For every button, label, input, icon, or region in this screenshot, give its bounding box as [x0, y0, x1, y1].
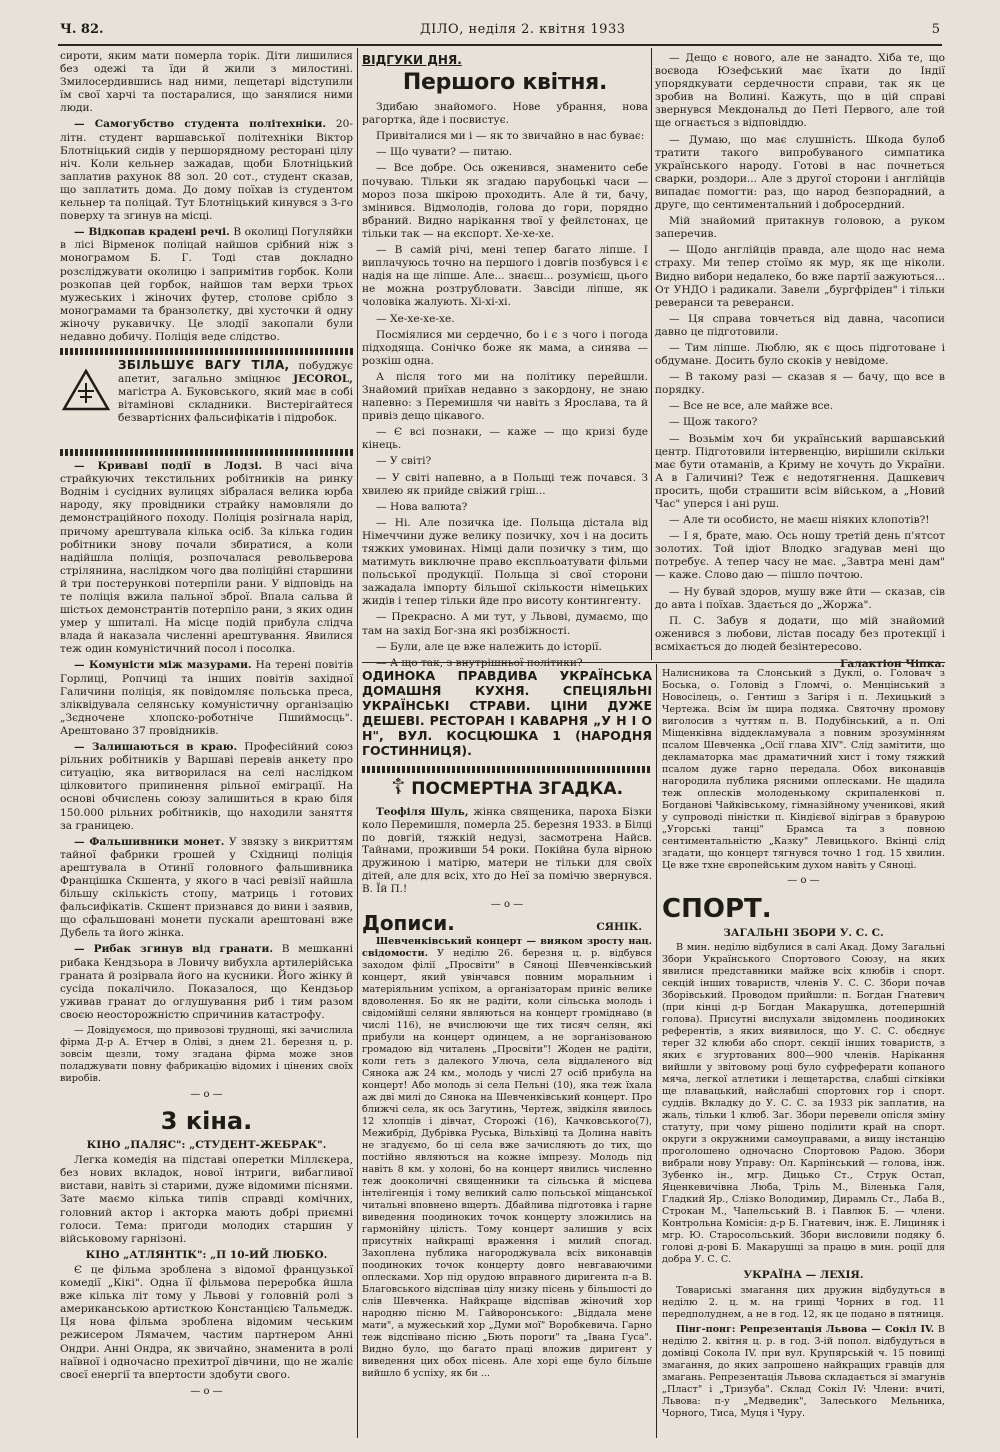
feuilleton-paragraph: — Ця справа товчеться від давна, часописи давно це підготовили.	[655, 312, 945, 338]
divider	[60, 348, 353, 355]
feuilleton-paragraph: — Тим ліпше. Люблю, як є щось підготоване і обдумане. Досить було скоків у невідоме.	[655, 341, 945, 368]
article-suicide	[60, 118, 353, 223]
feuilleton-paragraph: Мій знайомий притакнув головою, а руком заперечив.	[655, 215, 945, 241]
article-lodz-body: В часі віча страйкуючих текстильних робітників на ринку Воднім і сусідних вулицях зібралася велика юрба народу, яку провідники страйку намовляли до демонстраційного походу. Поліція розігнала нарід, причому арештувала кілька осіб. За кілька годин робітники знову почали збиратися, а коли надійшла поліція, розпочалася револьверова стрілянина, наслідком чого два поліційні старшини й три постерунковi потерпіли рани. У відповідь на те поліція вжила пальної зброї. Впала сальва й шістьох демонстрантів потерпіло рани, з яких один умер у шпиталі. На місце подій прибула слідча влада й наказала численні арештування. Явилися теж один комуністичний посол і посолка.	[60, 460, 353, 656]
cinema-atlantic-title: КІНО „АТЛЯНТІК": „П 10-ИЙ ЛЮБКО.	[85, 1248, 328, 1261]
column-rule	[651, 48, 652, 660]
feuilleton-paragraph: А після того ми на політику перейшли. Знайомий приїхав недавно з закордону, не знаю напевно: з Перемишля чи навіть з Ярослава, та й привіз дещо цікавого.	[362, 370, 648, 423]
feuilleton-paragraph: — В такому разі — сказав я — бачу, що все в порядку.	[655, 371, 945, 397]
feuilleton-paragraph: — Були, але це вже належить до історії.	[376, 640, 602, 653]
triangle-logo-icon	[62, 369, 110, 411]
feuilleton-paragraph: — У світі?	[376, 455, 432, 468]
concert-report-body: У неділю 26. березня ц. р. відбувся заходом філії „Просвіти" в Сяноці Шевченківський концерт, який увінчався повним моральним і матеріяльним успіхом, а організаторам приніс велике вдоволення. Бо як не радіти, коли сільська молодь і свідомійші селяни являються на концерт громіднаво (в числі 116), не вчислюючи ще тих тисяч селян, які прибули на концерт одинцем, а не зорганізованою громадою від читалень „Просвіти"! Жоден не радіти, коли геть з далекого Улюча, села віддаленого від Сянока аж 24 км., молодь у числі 27 осіб прибула на концерт! Або молодь зі села Пельні (10), яка теж їхала аж дві милі до Сянока на Шевченківський концерт. Про ближчі села, як ось Загутинь, Чертеж, звідкіля явилось 12 хлопців і дівчат, Сторожі (16), Качковського(7), Межибрід, Дубрівка Руська, Вільхівці та Долина навіть не згадуємо, бо ці села вже зачисляють до тих, що постійно являються на кожне імпрезу. Молодь під навіть 8 км. у холоні, бо на концерт явились численно теж доокoличні священники та сільська й місцева інтелігенція і тому великий салю польської міщанської читальні вповнено вщерть. Дбайлива підготовка і гарне виведення поодиноких точок концерту зложились на гармонійну цілість. Тому концерт залишив у всіх присутніх найкращі враження і милий спогад. Захоплена публика нагороджувала всіх виконавців поодиноких точок концерту довго невгаваючими оплесками. Хор під орудою вправного диригента п-а В. Благовського відспівав цілу низку пісень у більшості до слів Шевченка. Найкраще відспівав жіночий хор народню пісню М. Гайворонського: „Віддала мене мати", а мужеський хор „Думи мої" Воробкевича. Гарно теж відспівано пісню „Бють пороги" та „Івана Гуса". Видно було, що багато праці вложив диригент у виведення цих обох пісень. Але хорі еще було більше вийшло б успіху, як би ...	[362, 948, 652, 1380]
sport-pingpong-head: Пінг-понг: Репрезентація Львова — Сокіл IV.	[676, 1323, 935, 1335]
article-workers-body: Професійний союз рільних робітників у Варшаві перевів анкету про ситуацію, яка витворилася на селі наслідком цілковитого припинення рільної еміграції. На основі обчислень союзу залишиться в краю біля 150.000 рільних робітників, що находили заняття за границею.	[60, 741, 354, 832]
obituary-body: жінка священика, пароха Бізки коло Перемишля, померла 25. березня 1933. в Білці по довгій, тяжкій недузі, засмотрена Найсв. Тайнами, проживши 54 роки. Покійна була вірною дружиною і матірю, матери не тільки для своїх дітей, але для всіх, хто до Неї за помічю звернувся. В. Їй П.!	[362, 806, 652, 895]
feuilleton-paragraph: — Нова валюта?	[376, 500, 468, 513]
feuilleton-paragraph: — Щож такого?	[669, 416, 758, 429]
sport-subhead-assembly: ЗАГАЛЬНІ ЗБОРИ У. С. С.	[723, 926, 884, 939]
jecorol-ad-slogan: ЗБІЛЬШУЄ ВАГУ ТІЛА,	[118, 358, 290, 373]
article-stolen-goods-body: В околиці Погуляйки в лісі Вірменок поліцай найшов срібний ніж з монограмом Б. Г. Тоді став докладно розсліджувати околицю і запримітив горбок. Коли розкопав цей горбок, найшов там верхи трьох мужеських і жіночих футер, столове срібло з монограмами та бранзолєтку, дві хусточки й одну жіночу рукавичку. Це злодії закопали були недавно добичу. Поліція веде слідство.	[60, 226, 353, 343]
article-lodz-head: — Криваві події в Лодзі.	[74, 460, 263, 473]
feuilleton-signature: Галактіон Чіпка.	[840, 658, 945, 671]
feuilleton-paragraph: — Ні. Але позичка іде. Польща дістала від Німеччини дуже велику позичку, хоч і на досить тяжких умовинах. Німці дали позичку з тим, що матимуть виключне право експльоатувати фільми польської продукції. Польща зі свої сторони зажадала імпорту більшої скількости німецьких жидів і тепер тільки йде про висоту контингенту.	[362, 516, 648, 608]
feuilleton-paragraph: Привіталися ми і — як то звичайно в нас буває:	[376, 130, 645, 143]
jecorol-brand: JECOROL,	[293, 373, 353, 386]
jecorol-ad	[60, 359, 353, 445]
page-header	[60, 22, 940, 42]
correspondence-title: Дописи.	[362, 911, 455, 936]
article-counterfeit-head: — Фальшивники монет.	[74, 835, 225, 848]
cinema-palace-title: КІНО „ПАЛЯС": „СТУДЕНТ-ЖЕБРАК".	[86, 1139, 327, 1152]
divider	[362, 766, 652, 773]
section-separator-end: — о —	[190, 1385, 223, 1397]
concert-report	[362, 936, 652, 1380]
article-communists-head: — Комуністи між мазурами.	[74, 659, 252, 672]
article-fisherman	[60, 943, 353, 1022]
feuilleton-paragraph: — Але ти особисто, не маєш ніяких клопотів?!	[669, 514, 930, 527]
article-orphans: сироти, яким мати померла торік. Діти лишилися без одежі та їди й жили з милостині. Змилосердившись над ними, лещетарі відступили їм свої харчі та постаралися, що занялися ними люди.	[60, 50, 353, 115]
divider	[60, 449, 353, 456]
sport-subhead-match: УКРАЇНА — ЛЕХІЯ.	[743, 1269, 864, 1282]
jecorol-ad-text-a: побуджує апетит, загально зміцнює	[118, 360, 353, 386]
feuilleton-paragraph: — А що так, з внутрішньої політики?	[376, 656, 583, 669]
article-fisherman-head: — Рибак згинув від гранати.	[74, 943, 274, 956]
column-left	[60, 50, 353, 1440]
column-right-lower	[662, 668, 945, 1428]
column-center-lower	[362, 668, 652, 1428]
feuilleton-paragraph: — В самій річі, мені тепер багато ліпше. І виплачуюсь точно на першого і довгів позбувся і є надія на ще ліпше. Але... знаєш... розумієш, цього не можна розтрубловати. Завсіди ліпше, як чоловіка жалують. Хі-хі-хі.	[362, 244, 648, 309]
article-communists-body: На терені повітів Горлиці, Ропчиці та інших повітів західної Галичини поліція, як повідомляє польська преса, зліквідувала селянську комуністичну організацію „Зєдночене хлопско-роботніче Пшиймосць". Арештовано 37 провідників.	[60, 659, 353, 737]
article-counterfeit	[60, 836, 353, 941]
feuilleton-paragraph: — У світі напевно, а в Польщі теж почався. З хвилею як прийде свіжий гріш...	[362, 471, 648, 497]
masthead-date: ДІЛО, неділя 2. квітня 1933	[420, 22, 626, 37]
cinema-palace-review: Легка комедія на підставі оперетки Міллєкера, без нових вкладок, нової інтриги, вибагливої вистави, навіть зі старими, дуже відомими піснями. Зате маємо кілька типів справді комічних, головний актор і акторка мають добрі приємні голоси. Тема: пригоди молодих старшин у військовому гарнізоні.	[60, 1154, 353, 1245]
column-feuilleton-continued	[655, 52, 945, 671]
concert-report-head: Шевченківський концерт — вияком зросту нац. свідомости.	[362, 936, 652, 960]
obituary-title	[362, 777, 652, 800]
sport-pingpong-body: В неділю 2. квітня ц. р. в год. 3-ій попол. відбудуться в домівці Сокола IV. при вул. Крупярській ч. 15 повищі змагання, до яких запрошено найкращих гравців для змагань. Репрезентація Львова складається зі змагунів „Пласт" і „Тризуба". Склад Сокіл IV: Члени: вчиті, Львова: п-у „Медведик", Залеського Мельника, Чорного, Тиса, Муця і Чуру.	[662, 1323, 945, 1419]
article-workers	[60, 741, 353, 833]
jecorol-ad-text	[118, 359, 353, 425]
section-separator: — о —	[190, 1089, 223, 1100]
feuilleton-paragraph: — Возьмім хоч би український варшавський центр. Підготовили інтервенцію, вирішили скільки має бути отаманів, а Криму не хочуть до України. А в Галичині? Теж є недотягнення. Дашкевич просить, щоби страшити всім військом, а „Новий Час" уперся і ані руш.	[655, 432, 945, 510]
cross-icon: ☦	[390, 775, 406, 800]
article-suicide-head: — Самогубство студента політехніки.	[74, 118, 327, 131]
obituary-name: Теофіля Шуль,	[376, 806, 469, 818]
article-counterfeit-body: У звязку з викриттям тайної фабрики грошей у Східниці поліція арештувала в Отинії головного фальшивника Францішка Скшента, у якого в часі ревізії найшла більшу скількість стопу, матриць і готових фальсифікатів. Скшент признався до вини і заявив, що сфальшовані монети пускали арештовані вже Дубель та його жінка.	[60, 835, 353, 940]
feuilleton-paragraph: — Думаю, що має слушність. Шкода булоб тратити такого випробуваного симпатика українського народу. Готові в нас почнеться сварки, роздори... Але з другої сторони і англійців випадає помогти: раз, що народ безпорадний, а друге, що сентиментальний і доброcердний.	[655, 133, 945, 212]
sport-pingpong	[662, 1324, 945, 1420]
feuilleton-paragraph: Посміялися ми сердечно, бо і є з чого і погода підходяща. Сонічко боже як мама, а синява — розкіш одна.	[362, 328, 648, 367]
sport-match-report: Товариські змагання цих дружин відбудуться в неділю 2. ц. м. на грищі Чорних в год. 11 передполуднем, а не в год. 12, як це подано в пятниця.	[662, 1284, 945, 1320]
article-stolen-goods-head: — Відкопав крадені речі.	[74, 226, 230, 239]
article-lodz	[60, 460, 353, 656]
sport-section-title: СПОРТ.	[662, 893, 772, 924]
feuilleton-title: Першого квітня.	[402, 70, 608, 96]
column-feuilleton	[362, 52, 648, 669]
obituary-text	[362, 806, 652, 896]
section-rule	[362, 662, 945, 663]
column-rule	[656, 664, 657, 1438]
header-rule	[58, 44, 942, 46]
page-number: Ч. 82.	[60, 22, 104, 37]
jecorol-ad-text-b: магістра А. Буковського, який має в собі вітамінові складники. Вистерігайтеся безвартісних фальсифікатів і підробок.	[118, 386, 353, 425]
correspondence-town: СЯНІК.	[596, 921, 642, 934]
restaurant-ad: ОДИНОКА ПРАВДИВА УКРАЇНСЬКА ДОМАШНЯ КУХНЯ. СПЕЦІЯЛЬНІ УКРАЇНСЬКІ СТРАВИ. ЦІНИ ДУЖЕ ДЕШЕВІ. РЕСТОРАН І КАВАРНЯ „У Н І О Н", ВУЛ. КОСЦЮШКА 1 (НАРОДНЯ ГОСТИННИЦЯ).	[362, 668, 652, 758]
section-separator: — о —	[787, 875, 820, 886]
feuilleton-paragraph: — Все не все, але майже все.	[669, 400, 834, 413]
article-suicide-body: 20-літн. студент варшавської політехніки Віктор Блотніцький сидів у першорядному ресторані цілу ніч. Коли кельнер зажадав, щоби Блотніцький заплатив рахунок 88 зол. 20 сот., студент сказав, що заплатить дома. До дому поїхав із студентом кельнер та поліцай. Тут Блотніцький кинувся з 3-го поверху та згинув на місці.	[60, 118, 353, 223]
feuilleton-paragraph: — Щодо англійців правда, але щодо нас нема страху. Ми тепер стоїмо як мур, як ще ніколи. Видно вибори недалеко, бо вже партії зажуються... От УНДО і радикали. Завели „бургфріден" і тільки реверанси та реверанси.	[655, 244, 945, 309]
article-workers-head: — Залишаються в краю.	[74, 741, 238, 754]
concert-report-continued: Налисникова та Слонський з Дуклі, о. Головач з Боська, о. Головід з Гломчі, о. Менцінський з Новосілець, о. Гентиш з Загіря і п. Лехицький з Чертежа. Всім їм щира подяка. Святочну промову виголосив з чуттям п. В. Подубінський, а п. Олі Міщенківна віддекламувала з повним зрозумінням псалом Шевченка „Осії глава XIV". Слід замітити, що декламаторка має драматичний хист і тому тяжкий псалом дуже гарно передала. Обох виконавців нагородила публика рясними оплесками. Не щадила теж оплесків молоденькому скрипаленкові п. Богданові Чайківському, гімназійному ученикові, який у супроводі піністки п. Кіндієвої відіграв з бравурою „Угорські танці" Брамса та з повною сентиментальністю „Казку" Левицького. Вкінці слід згадати, що концерт тягнувся точно 1 год. 15 хвилин. Це вже тхне європейським духом навіть у Сяноці.	[662, 668, 945, 871]
feuilleton-paragraph: — Хе-хе-хе-хе.	[376, 312, 455, 325]
section-separator: — о —	[490, 898, 524, 910]
feuilleton-paragraph: — Є всі познаки, — каже — що кризі буде кінець.	[362, 426, 648, 452]
feuilleton-paragraph: П. С. Забув я додати, що мій знайомий оженився з любови, лістав посаду без протекції і всміхається до людей безінтересово.	[655, 614, 945, 653]
article-etcher: — Довідуємося, що привозові труднощі, які зачислила фірма Д-р А. Етчер в Оліві, з днем 21. березня ц. р. зовсім щезли, тому згадана фірма може знов поладжувати повну фабрикацію відомих і цінених своїх виробів.	[60, 1025, 353, 1084]
feuilleton-paragraph: — Що чувати? — питаю.	[376, 146, 513, 159]
feuilleton-paragraph: — І я, брате, маю. Ось ношу третій день п'ятсот золотих. Той ідіот Влодко згадував мені що потребує. А тепер часу не має. „Завтра мені дам" — каже. Слово даю — пішло почтою.	[655, 530, 945, 582]
correspondence-section	[362, 911, 652, 936]
article-communists	[60, 659, 353, 738]
feuilleton-paragraph: — Ну бувай здоров, мушу вже йти — сказав, сів до авта і поїхав. Здається до „Жоржа".	[655, 585, 945, 611]
feuilleton-paragraph: — Прекрасно. А ми тут, у Львові, думаємо, що там на захід Бог-зна які розбіжності.	[362, 611, 648, 637]
sport-assembly-report: В мин. неділю відбулися в салі Акад. Дому Загальні Збори Українського Спортового Союзу, на яких явилися представники майже всіх клюбів і спорт. секцій інших товариств, членів У. С. С. Збори почав Зборівський. Проводом прийшли: п. Богдан Гнатевич (при кінці д-р Богдан Макарушка, дотепершній голова). Присутні вислухали звідомлень поодиноких референтів, з яких виявилося, що У. С. С. обєднує теper 32 клюби або спорт. секції інших товариств, з яких є згуртованих 800—900 членів. Нарікання вийшли у звітовому році було суфреферати копаного мяча, легкої атлетики і лещетарства, слабші сітківки ще плавацький, найслабші спортових гор і спорт. суддів. Вкладку до У. С. С. за 1933 рік заплатив, на жаль, тільки 1 клюб. Заг. Збори перевели опісля зміну статуту, при чому рішено поділити край на спорт. округи з окружними самоуправами, а вищу інстанцію проголошено одночасно Спортовою Радою. Збори вибрали нову Управу: Ол. Карпінський — голова, інж. Зубенко ін., мгр. Дицько Ст., Струк Остап, Яценкевичівна Люба, Тріль М., Віленька Галя, Гладкий Яр., Слізко Володимир, Дирамль Ст., Лаба В., Строкан М., Чапельський В. і Павлюк Б. — члени. Контрольна Комісія: д-р Б. Гнатевич, інж. Е. Лициняк і мгр. Ю. Старосольський. Збори висловили подяку б. голові д-рові Б. Макарушці за працю в мин. роції для добра У. С. С.	[662, 942, 945, 1266]
article-fisherman-body: В мешканні рибака Кендзьора в Ловичу вибухла артилерійська граната й розірвала його на кусники. Його жінку й сусіда покалічило. Показалося, що Кендзьор уживав гранат до оглушування риб і тим разом своєю неосторожністю спричинив катастрофу.	[60, 943, 353, 1021]
cinema-atlantic-review: Є це фільма зроблена з відомої французької комедії „Кікі". Одна її фільмова переробка йшла вже кілька літ тому у Львові у головній ролі з американською артисткою Констанцією Тальмедж. Ця нова фільма зроблена відомим чеським режисером Лямачем, частим партнером Анні Ондри. Анні Ондра, як звичайно, знаменита в ролі наївної і одночасно прехитрої дівчини, що не жаліє своєї енергії та впертости здобути свого.	[60, 1263, 353, 1381]
feuilleton-paragraph: Здибаю знайомого. Нове убрання, нова рагортка, йде і посвистує.	[362, 101, 648, 127]
cinema-section-title: 3 кіна.	[160, 1107, 253, 1136]
feuilleton-paragraph: — Дещо є нового, але не занадто. Хіба те, що воєвода Юзефський має їхати до Індії упорядкувати сердечности справи, так як це зробив на Волині. Кажуть, що в цій справі звернувся Мекдональд до Петі Первого, але той ще огнається з відповіддю.	[655, 52, 945, 130]
feuilleton-paragraph: — Все добре. Ось оженився, знаменито себе почуваю. Тільки як згадаю парубоцькі часи — мороз поза шкірою проходить. Але й ти, бачу, змінився. Відмолодів, голова до гори, порядно вбраний. Видно нарікання твої у фейлєтонах, це тільки так — на експорт. Хе-хе-хе.	[362, 162, 648, 240]
obituary-title-text: ПОСМЕРТНА ЗГАДКА.	[411, 779, 624, 799]
page-number-right: 5	[931, 22, 940, 37]
column-rule	[357, 48, 358, 1438]
section-kicker: ВІДГУКИ ДНЯ.	[362, 53, 462, 67]
article-stolen-goods	[60, 226, 353, 344]
